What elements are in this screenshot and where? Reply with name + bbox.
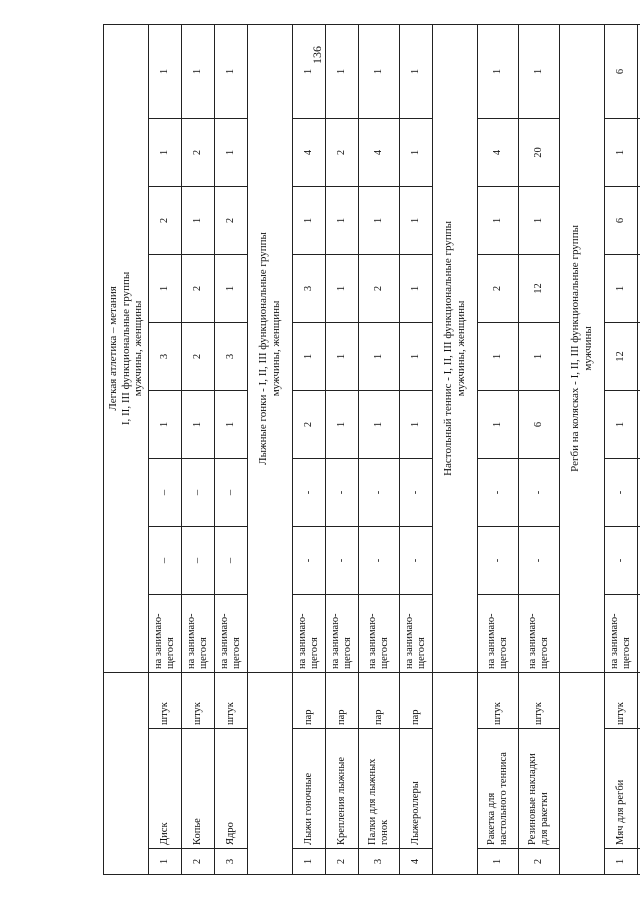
- allocation-type: на занимаю- щегося: [182, 594, 215, 672]
- quantity-cell: 1: [400, 322, 433, 390]
- quantity-cell: 1: [400, 24, 433, 118]
- unit: штук: [519, 672, 560, 728]
- quantity-cell: 1: [400, 390, 433, 458]
- quantity-cell: 2: [182, 322, 215, 390]
- quantity-cell: 1: [149, 24, 182, 118]
- quantity-cell: 1: [326, 322, 359, 390]
- quantity-cell: 1: [326, 186, 359, 254]
- quantity-cell: 1: [519, 322, 560, 390]
- quantity-cell: 1: [215, 254, 248, 322]
- quantity-cell: –: [149, 458, 182, 526]
- quantity-cell: –: [149, 526, 182, 594]
- quantity-cell: 1: [215, 24, 248, 118]
- quantity-cell: 4: [293, 118, 326, 186]
- section-header-row: [560, 24, 605, 874]
- table-row: [359, 24, 400, 874]
- quantity-cell: -: [359, 526, 400, 594]
- quantity-cell: 1: [326, 24, 359, 118]
- row-number: 1: [605, 849, 638, 875]
- quantity-cell: 1: [182, 186, 215, 254]
- quantity-cell: 1: [149, 390, 182, 458]
- row-number: 1: [478, 849, 519, 875]
- quantity-cell: 6: [605, 186, 638, 254]
- quantity-cell: 1: [605, 118, 638, 186]
- quantity-cell: 1: [478, 24, 519, 118]
- quantity-cell: -: [605, 526, 638, 594]
- section-empty-cell: [433, 672, 478, 874]
- unit: пар: [359, 672, 400, 728]
- item-name: Диск: [149, 729, 182, 849]
- section-header-row: [248, 24, 293, 874]
- quantity-cell: 1: [519, 24, 560, 118]
- table-row: [400, 24, 433, 874]
- unit: штук: [182, 672, 215, 728]
- item-name: Ракетка для настольного тенниса: [478, 729, 519, 849]
- quantity-cell: 1: [478, 186, 519, 254]
- rotated-table-container: [103, 25, 632, 875]
- allocation-type: на занимаю- щегося: [215, 594, 248, 672]
- table-row: [519, 24, 560, 874]
- quantity-cell: 1: [326, 390, 359, 458]
- quantity-cell: –: [215, 458, 248, 526]
- quantity-cell: 4: [478, 118, 519, 186]
- quantity-cell: 1: [478, 390, 519, 458]
- unit: штук: [605, 672, 638, 728]
- quantity-cell: 2: [359, 254, 400, 322]
- quantity-cell: 4: [359, 118, 400, 186]
- allocation-type: на занимаю- щегося: [293, 594, 326, 672]
- quantity-cell: –: [182, 526, 215, 594]
- item-name: Мяч для регби: [605, 729, 638, 849]
- quantity-cell: 1: [359, 322, 400, 390]
- quantity-cell: -: [478, 526, 519, 594]
- quantity-cell: 1: [293, 24, 326, 118]
- quantity-cell: 2: [293, 390, 326, 458]
- quantity-cell: -: [293, 526, 326, 594]
- row-number: 1: [149, 849, 182, 875]
- quantity-cell: 3: [149, 322, 182, 390]
- quantity-cell: 1: [182, 390, 215, 458]
- table-row: [478, 24, 519, 874]
- quantity-cell: 1: [293, 322, 326, 390]
- quantity-cell: -: [400, 526, 433, 594]
- unit: штук: [149, 672, 182, 728]
- unit: штук: [215, 672, 248, 728]
- quantity-cell: 12: [519, 254, 560, 322]
- table-row: [326, 24, 359, 874]
- allocation-type: на занимаю- щегося: [326, 594, 359, 672]
- quantity-cell: 2: [149, 186, 182, 254]
- allocation-type: на занимаю- щегося: [478, 594, 519, 672]
- quantity-cell: 1: [293, 186, 326, 254]
- quantity-cell: -: [326, 458, 359, 526]
- quantity-cell: 6: [519, 390, 560, 458]
- quantity-cell: 1: [400, 254, 433, 322]
- quantity-cell: 1: [359, 186, 400, 254]
- table-row: [605, 24, 638, 874]
- quantity-cell: 2: [182, 118, 215, 186]
- quantity-cell: -: [478, 458, 519, 526]
- quantity-cell: 20: [519, 118, 560, 186]
- section-title: Настольный теннис - I, II, III функциональные группы мужчины, женщины: [433, 24, 478, 672]
- unit: пар: [400, 672, 433, 728]
- quantity-cell: 6: [605, 24, 638, 118]
- quantity-cell: 1: [478, 322, 519, 390]
- unit: пар: [293, 672, 326, 728]
- quantity-cell: 1: [359, 24, 400, 118]
- equipment-table: [103, 24, 640, 875]
- quantity-cell: –: [215, 526, 248, 594]
- quantity-cell: 1: [149, 118, 182, 186]
- unit: пар: [326, 672, 359, 728]
- table-row: [293, 24, 326, 874]
- quantity-cell: 1: [215, 118, 248, 186]
- item-name: Лыжероллеры: [400, 729, 433, 849]
- allocation-type: на занимаю- щегося: [605, 594, 638, 672]
- section-header-row: [433, 24, 478, 874]
- quantity-cell: -: [359, 458, 400, 526]
- row-number: 2: [326, 849, 359, 875]
- quantity-cell: 1: [359, 390, 400, 458]
- row-number: 4: [400, 849, 433, 875]
- table-row: [149, 24, 182, 874]
- unit: штук: [478, 672, 519, 728]
- quantity-cell: -: [293, 458, 326, 526]
- item-name: Лыжи гоночные: [293, 729, 326, 849]
- allocation-type: на занимаю- щегося: [400, 594, 433, 672]
- quantity-cell: 3: [215, 322, 248, 390]
- section-empty-cell: [560, 672, 605, 874]
- quantity-cell: -: [519, 526, 560, 594]
- quantity-cell: 2: [326, 118, 359, 186]
- quantity-cell: 2: [478, 254, 519, 322]
- item-name: Копье: [182, 729, 215, 849]
- quantity-cell: 1: [605, 254, 638, 322]
- section-empty-cell: [104, 672, 149, 874]
- quantity-cell: –: [182, 458, 215, 526]
- row-number: 3: [359, 849, 400, 875]
- row-number: 1: [293, 849, 326, 875]
- table-row: [215, 24, 248, 874]
- item-name: Крепления лыжные: [326, 729, 359, 849]
- section-title: Лыжные гонки - I, II, III функциональные группы мужчины, женщины: [248, 24, 293, 672]
- quantity-cell: 12: [605, 322, 638, 390]
- section-header-row: [104, 24, 149, 874]
- item-name: Палки для лыжных гонок: [359, 729, 400, 849]
- quantity-cell: 1: [182, 24, 215, 118]
- quantity-cell: -: [326, 526, 359, 594]
- row-number: 2: [182, 849, 215, 875]
- item-name: Резиновые накладки для ракетки: [519, 729, 560, 849]
- page-number: 136: [310, 46, 324, 64]
- quantity-cell: 1: [215, 390, 248, 458]
- allocation-type: на занимаю- щегося: [519, 594, 560, 672]
- row-number: 3: [215, 849, 248, 875]
- quantity-cell: 1: [149, 254, 182, 322]
- quantity-cell: 2: [182, 254, 215, 322]
- section-title: Регби на колясках - I, II, III функциональные группы мужчины: [560, 24, 605, 672]
- quantity-cell: 1: [400, 118, 433, 186]
- item-name: Ядро: [215, 729, 248, 849]
- section-title: Легкая атлетика – метания I, II, III функциональные группы мужчины, женщины: [104, 24, 149, 672]
- allocation-type: на занимаю- щегося: [359, 594, 400, 672]
- row-number: 2: [519, 849, 560, 875]
- quantity-cell: 1: [605, 390, 638, 458]
- quantity-cell: -: [605, 458, 638, 526]
- quantity-cell: 1: [519, 186, 560, 254]
- quantity-cell: -: [519, 458, 560, 526]
- allocation-type: на занимаю- щегося: [149, 594, 182, 672]
- table-row: [182, 24, 215, 874]
- section-empty-cell: [248, 672, 293, 874]
- quantity-cell: 3: [293, 254, 326, 322]
- quantity-cell: 1: [400, 186, 433, 254]
- quantity-cell: 2: [215, 186, 248, 254]
- quantity-cell: -: [400, 458, 433, 526]
- quantity-cell: 1: [326, 254, 359, 322]
